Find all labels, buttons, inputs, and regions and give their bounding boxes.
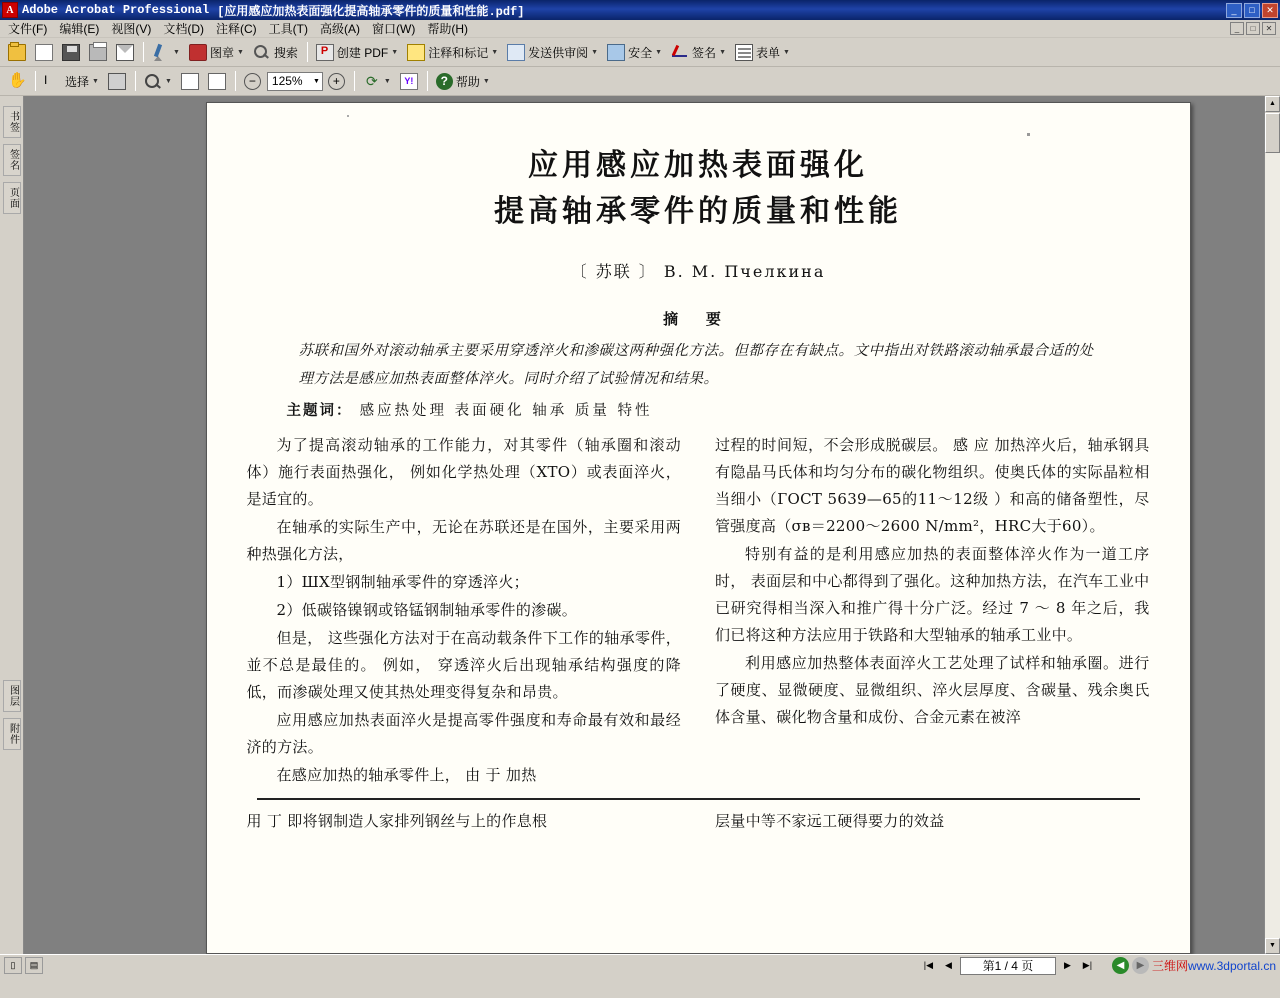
toolbar-separator [143, 42, 144, 62]
page-left-gutter [98, 96, 206, 954]
watermark-red-text: 三维网 [1151, 959, 1188, 973]
yahoo-icon: Y! [400, 73, 418, 90]
keywords-row [287, 399, 1110, 420]
next-view-button[interactable]: ▶ [1132, 957, 1149, 974]
paragraph: 在感应加热的轴承零件上， 由 于 加热 [276, 766, 537, 784]
page-fit-button[interactable] [177, 69, 203, 93]
print-icon [89, 44, 107, 61]
page-title-line2: 提高轴承零件的质量和性能 [494, 194, 902, 229]
pen-icon [152, 44, 170, 61]
sign-icon [671, 44, 689, 61]
doc-minimize-button[interactable]: _ [1230, 22, 1244, 35]
watermark-blue-text: www.3dportal.cn [1187, 959, 1276, 973]
search-icon [253, 44, 271, 61]
minimize-button[interactable]: _ [1226, 3, 1242, 18]
create-file-button[interactable] [31, 40, 57, 64]
horizontal-rule [257, 798, 1140, 800]
menu-edit[interactable]: 编辑(E) [59, 22, 100, 36]
chevron-down-icon: ▼ [719, 48, 726, 56]
save-button[interactable] [58, 40, 84, 64]
paragraph: 在轴承的实际生产中，无论在苏联还是在国外，主要采用两种热强化方法， [246, 518, 681, 563]
sidebar-tab-pages[interactable]: 页面 [3, 182, 21, 214]
paragraph: 1）ШХ型钢制轴承零件的穿透淬火； [276, 573, 529, 591]
navigation-pane-toggle[interactable]: ▯ [4, 957, 22, 974]
window-title-app: Adobe Acrobat Professional [22, 3, 210, 17]
chevron-down-icon: ▼ [312, 77, 320, 85]
chevron-down-icon: ▼ [783, 48, 790, 56]
doc-close-button[interactable]: ✕ [1262, 22, 1276, 35]
secondary-toolbar [0, 67, 1280, 96]
paragraph: 利用感应加热整体表面淬火工艺处理了试样和轴承圈。进行了硬度、显微硬度、显微组织、淬火层厚度、含碳量、残余奥氏体含量、碳化物含量和成份、合金元素在被淬 [715, 654, 1150, 726]
menubar [0, 20, 1280, 38]
snapshot-button[interactable] [104, 69, 130, 93]
main-area [0, 96, 1280, 954]
scroll-track[interactable] [1265, 153, 1280, 938]
page-author: 〔 苏联 〕 В. М. Пчелкина [570, 262, 826, 281]
main-toolbar [0, 38, 1280, 67]
abstract-heading: 摘 要 [663, 312, 733, 328]
sidebar-tab-bookmarks[interactable]: 书签 [3, 106, 21, 138]
sidebar-spacer [3, 220, 21, 680]
chevron-down-icon: ▼ [491, 48, 499, 56]
menu-advanced[interactable]: 高级(A) [320, 22, 360, 36]
window-titlebar [0, 0, 1280, 20]
yahoo-toolbar-button[interactable] [396, 69, 422, 93]
page-width-button[interactable] [204, 69, 230, 93]
chevron-down-icon: ▼ [383, 77, 391, 85]
minus-circle-icon: − [244, 73, 261, 90]
menu-file[interactable]: 文件(F) [8, 22, 48, 36]
magnifier-icon [144, 73, 162, 90]
mail-icon [116, 44, 134, 61]
close-button[interactable]: ✕ [1262, 3, 1278, 18]
zoom-level-value: 125% [271, 74, 303, 88]
maximize-button[interactable]: □ [1244, 3, 1260, 18]
pdf-icon [316, 44, 334, 61]
zoom-tool-button[interactable] [140, 69, 176, 93]
scan-artifact [347, 115, 349, 117]
page-number-input[interactable] [960, 957, 1056, 975]
window-title-document: [应用感应加热表面强化提高轴承零件的质量和性能.pdf] [217, 4, 525, 19]
paragraph: 应用感应加热表面淬火是提高零件强度和寿命最有效和最经济的方法。 [246, 711, 681, 756]
toolbar-separator [135, 71, 136, 91]
paragraph: 2）低碳铬镍钢或铬锰钢制轴承零件的渗碳。 [276, 601, 578, 619]
toolbar-separator [354, 71, 355, 91]
abstract-text: 苏联和国外对滚动轴承主要采用穿透淬火和渗碳这两种强化方法。但都存在有缺点。文中指出对铁路滚动轴承最合适的处理方法是感应加热表面整体淬火。同时介绍了试验情况和结果。 [298, 343, 1094, 387]
page-layout-toggle[interactable]: ▤ [25, 957, 43, 974]
previous-view-button[interactable]: ◀ [1112, 957, 1129, 974]
search-button[interactable]: 搜索 [249, 40, 302, 64]
print-button[interactable] [85, 40, 111, 64]
paragraph: 特别有益的是利用感应加热的表面整体淬火作为一道工序时， 表面层和中心都得到了强化。这种加热方法，在汽车工业中已研究得相当深入和推广得十分广泛。经过 7 ～ 8 年之后，我们已将这种方法应用于铁路和大型轴承的轴承工业中。 [715, 545, 1150, 644]
preview-column-left: 用 丁 即将钢制造人家排列钢丝与上的作息根 [246, 812, 548, 830]
watermark [1152, 957, 1276, 974]
text-select-icon: I [44, 72, 48, 87]
sidebar-tab-signatures[interactable]: 签名 [3, 144, 21, 176]
hand-icon: ✋ [8, 71, 27, 89]
document-viewport[interactable] [24, 96, 1264, 954]
menu-tools[interactable]: 工具(T) [268, 22, 308, 36]
chevron-down-icon: ▼ [391, 48, 399, 56]
previous-page-button[interactable]: ◀ [944, 960, 952, 970]
menu-window[interactable]: 窗口(W) [372, 22, 416, 36]
zoom-out-button[interactable] [240, 69, 265, 93]
last-page-button[interactable]: ▶| [1082, 960, 1093, 970]
navigation-pane-tabs [0, 96, 24, 954]
fit-width-icon [208, 73, 226, 90]
next-page-preview [247, 808, 1150, 835]
save-icon [62, 44, 80, 61]
menu-comments[interactable]: 注释(C) [216, 22, 257, 36]
window-controls [1226, 3, 1278, 18]
page-number-value: 第1 / 4 页 [982, 959, 1034, 973]
paragraph: 但是， 这些强化方法对于在高动载条件下工作的轴承零件，並不总是最佳的。 例如， 穿透淬火后出现轴承结构强度的降低，而渗碳处理又使其热处理变得复杂和昂贵。 [246, 629, 681, 701]
page-title-line1: 应用感应加热表面强化 [528, 148, 868, 183]
pdf-page [206, 102, 1191, 954]
doc-restore-button[interactable]: □ [1246, 22, 1260, 35]
keywords-label: 主题词： [286, 402, 353, 419]
scroll-thumb[interactable] [1265, 113, 1280, 153]
fit-page-icon [181, 73, 199, 90]
paragraph: 为了提高滚动轴承的工作能力，对其零件（轴承圈和滚动体）施行表面热强化， 例如化学热处理（ХТО）或表面淬火， 是适宜的。 [246, 436, 681, 508]
camera-icon [108, 73, 126, 90]
sign-button[interactable]: 签名 ▼ [667, 40, 730, 64]
open-button[interactable] [4, 40, 30, 64]
forms-button[interactable]: 表单 ▼ [731, 40, 794, 64]
zoom-level-input[interactable] [267, 72, 323, 91]
stamp-button[interactable]: 图章 ▼ [185, 40, 248, 64]
scan-artifact [1027, 133, 1030, 136]
select-tool-button[interactable]: I 选择 ▼ [44, 72, 99, 89]
chevron-down-icon: ▼ [164, 77, 172, 85]
menu-document[interactable]: 文档(D) [163, 22, 204, 36]
note-icon [407, 44, 425, 61]
create-pdf-button[interactable]: P 创建 PDF ▼ [312, 40, 402, 64]
menu-help[interactable]: 帮助(H) [427, 22, 468, 36]
lock-icon [607, 44, 625, 61]
acrobat-icon: A [2, 2, 18, 18]
secure-button[interactable]: 安全 ▼ [603, 40, 666, 64]
chevron-down-icon: ▼ [173, 48, 180, 56]
keywords-list: 感应热处理 表面硬化 轴承 质量 特性 [359, 403, 653, 419]
menu-view[interactable]: 视图(V) [111, 22, 152, 36]
email-button[interactable] [112, 40, 138, 64]
chevron-down-icon: ▼ [591, 48, 599, 56]
sidebar-tab-layers[interactable]: 图层 [3, 680, 21, 712]
chevron-down-icon: ▼ [655, 48, 663, 56]
toolbar-separator [427, 71, 428, 91]
paragraph: 过程的时间短，不会形成脱碳层。 感 应 加热淬火后，轴承钢具有隐晶马氏体和均匀分布的碳化物组织。使奥氏体的实际晶粒相当细小（ГОСТ 5639—65的11～12级 ）和高的储备塑性，尽管强度高（σв＝2200～2600 N/mm²，HRC大于60）。 [715, 436, 1150, 535]
scroll-down-button[interactable]: ▼ [1265, 938, 1280, 954]
send-icon [507, 44, 525, 61]
chevron-down-icon: ▼ [92, 77, 99, 85]
preview-column-right: 层量中等不家远工硬得要力的效益 [715, 812, 945, 830]
hand-tool-button[interactable] [4, 69, 30, 93]
chevron-down-icon: ▼ [482, 77, 490, 85]
next-page-button[interactable]: ▶ [1063, 960, 1071, 970]
send-for-review-button[interactable]: 发送供审阅 ▼ [503, 40, 602, 64]
rotate-view-button[interactable] [359, 69, 395, 93]
zoom-in-button[interactable] [324, 69, 349, 93]
scroll-up-button[interactable]: ▲ [1265, 96, 1280, 112]
help-icon: ? [436, 73, 453, 90]
comment-markup-button[interactable]: 注释和标记 ▼ [403, 40, 502, 64]
first-page-button[interactable]: |◀ [923, 960, 934, 970]
toolbar-separator [235, 71, 236, 91]
folder-icon [8, 44, 26, 61]
body-column-left [247, 432, 682, 790]
sidebar-tab-attachments[interactable]: 附件 [3, 718, 21, 750]
body-column-right [715, 432, 1150, 790]
toolbar-separator [307, 42, 308, 62]
help-button[interactable]: ? 帮助 ▼ [432, 69, 494, 93]
stamp-icon [189, 44, 207, 61]
rotate-icon: ⟳ [366, 72, 378, 89]
pen-tool-button[interactable] [148, 40, 184, 64]
chevron-down-icon: ▼ [236, 48, 244, 56]
document-scrollbar[interactable] [1264, 96, 1280, 954]
body-columns [247, 432, 1150, 790]
file-icon [35, 44, 53, 61]
form-icon [735, 44, 753, 61]
plus-circle-icon: + [328, 73, 345, 90]
statusbar [0, 954, 1280, 976]
toolbar-separator [35, 71, 36, 91]
